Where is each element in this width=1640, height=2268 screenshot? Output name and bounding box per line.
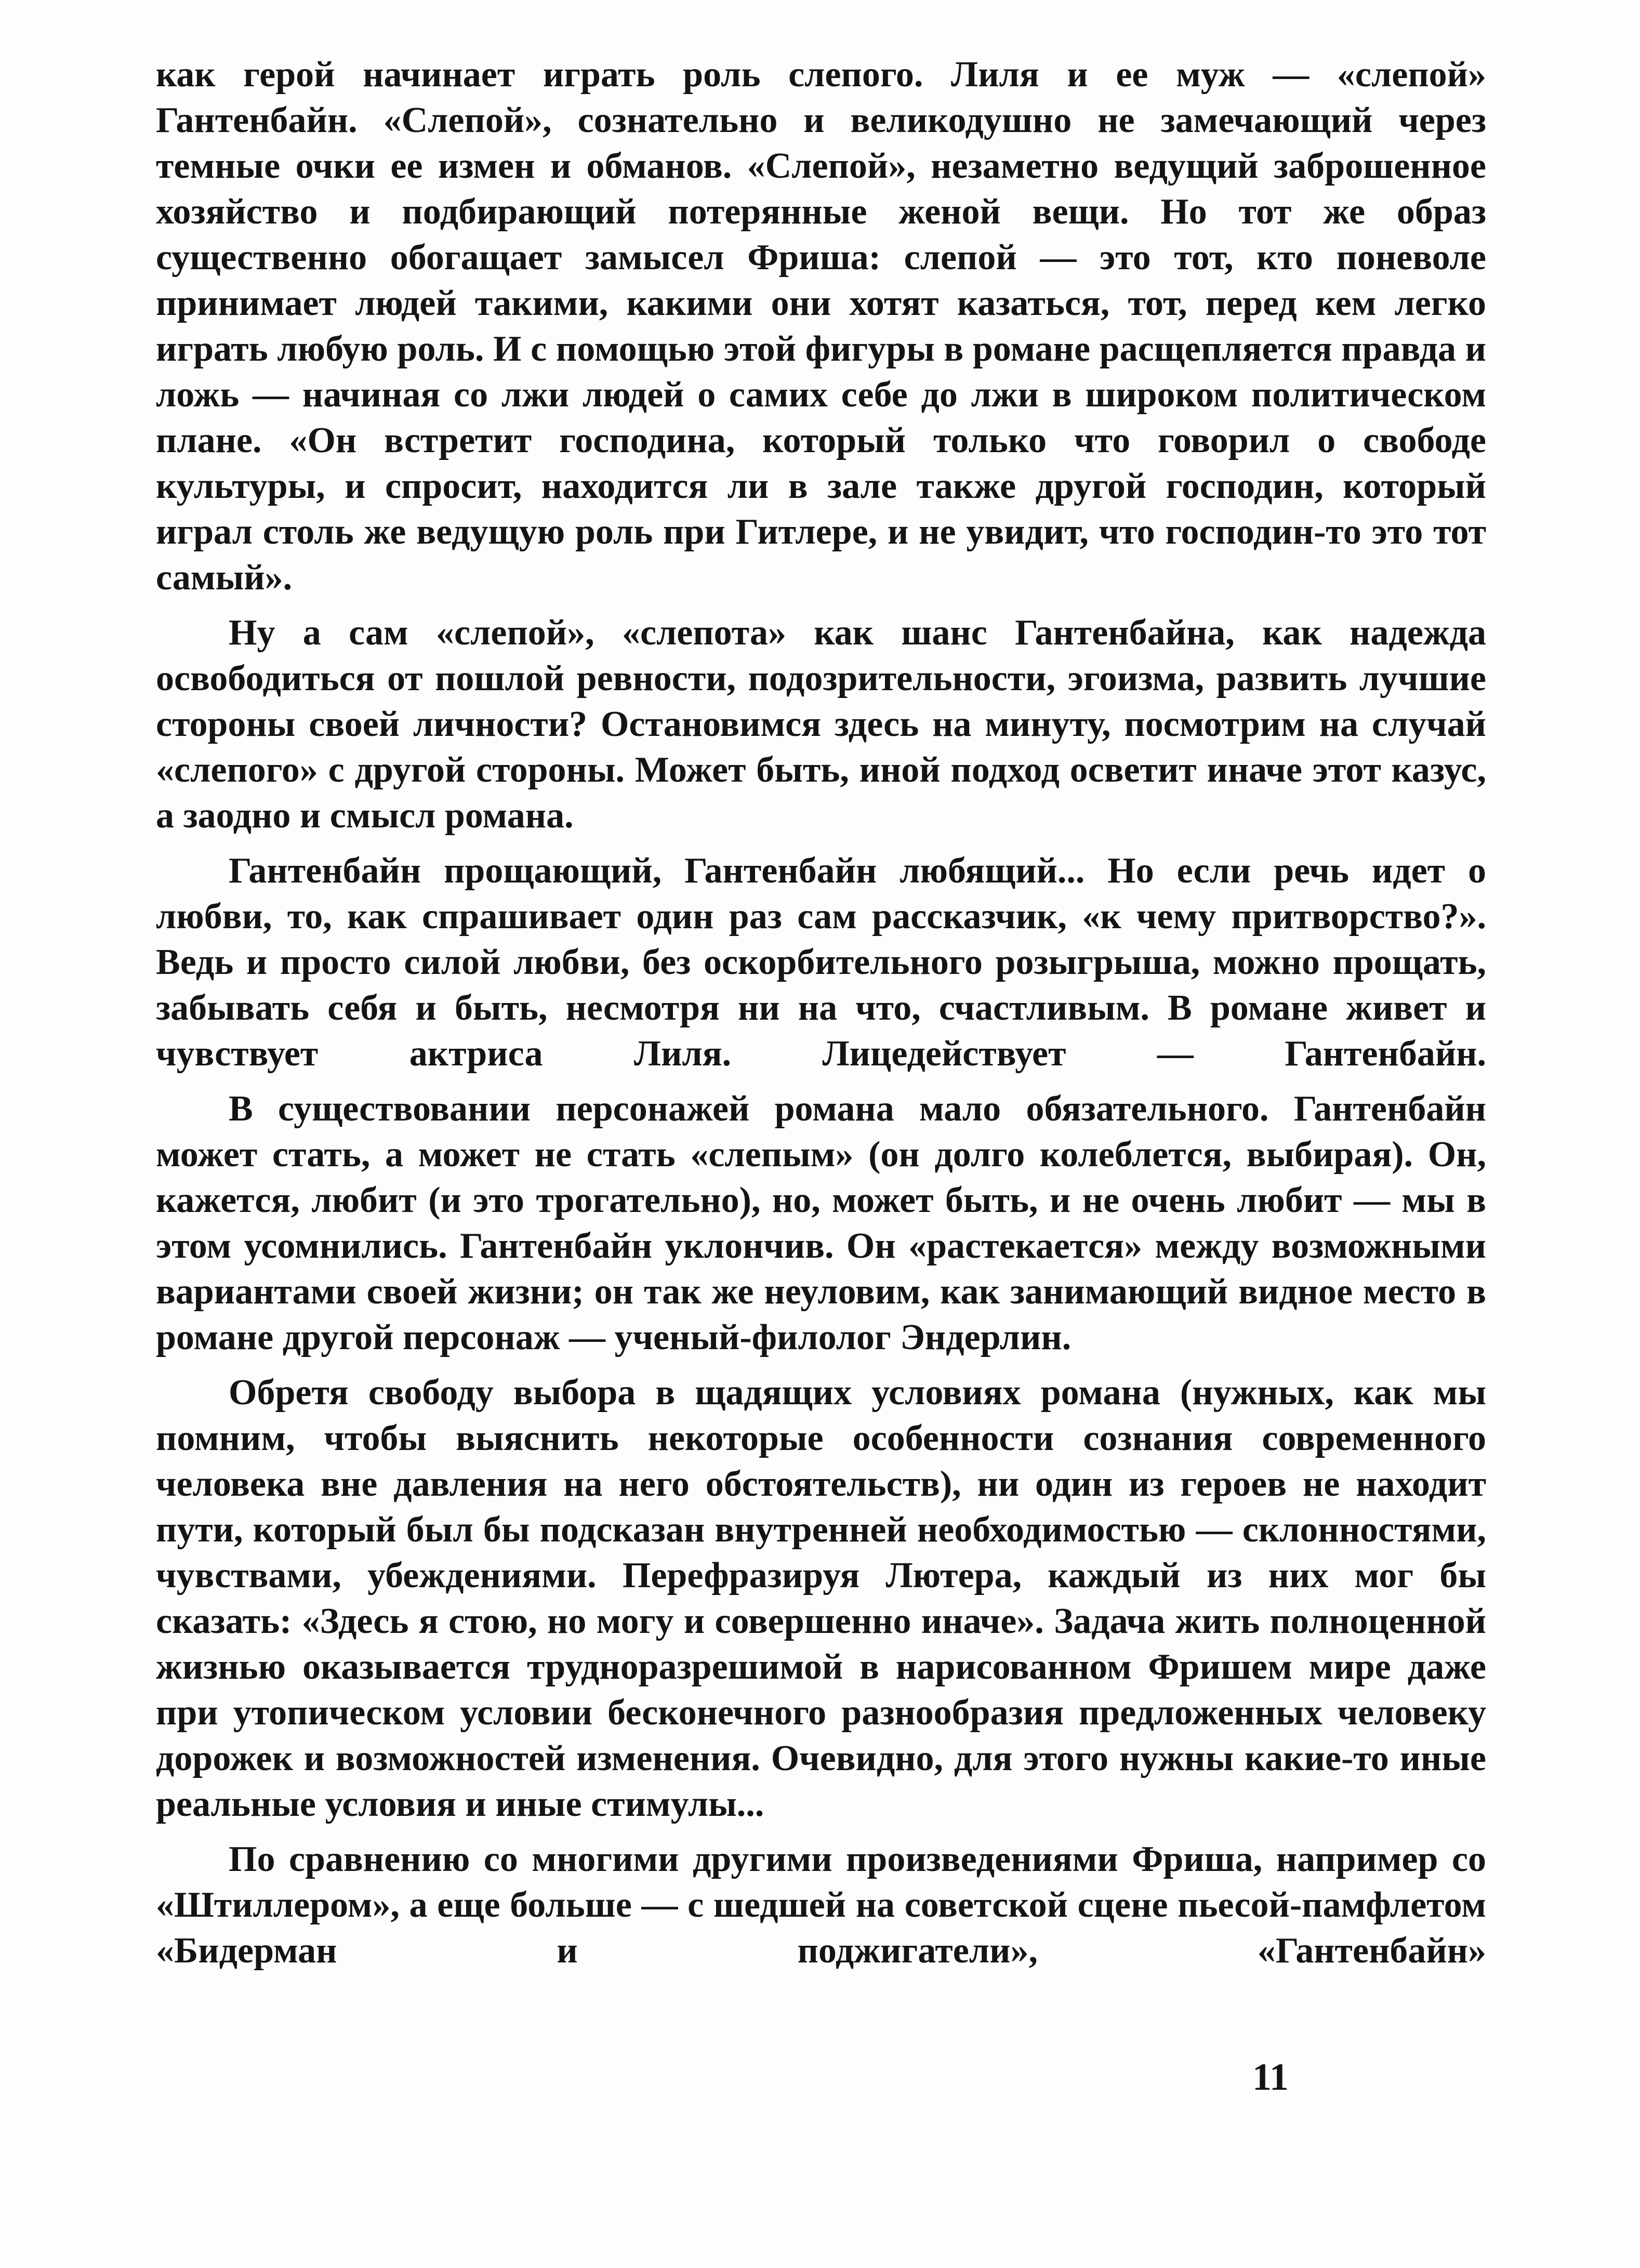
paragraph-6: По сравнению со многими другими произведениями Фриша, например со «Штиллером», а еще больше — с шедшей на советской сцене пьесой-памфлетом «Бидерман и поджигатели», «Гантенбайн» bbox=[156, 1839, 1486, 1971]
page-number: 11 bbox=[1252, 2056, 1289, 2099]
paragraph-1: как герой начинает играть роль слепого. Лиля и ее муж — «слепой» Гантенбайн. «Слепой», сознательно и великодушно не замечающий через темные очки ее измен и обманов. «Слепой», незаметно ведущий заброшенное хозяйство и подбирающий потерянные женой вещи. Но тот же образ существенно обогащает замысел Фриша: слепой — это тот, кто поневоле принимает людей такими, какими они хотят казаться, тот, перед кем легко играть любую роль. И с помощью этой фигуры в романе расщепляется правда и ложь — начиная со лжи людей о самих себе до лжи в широком политическом плане. «Он встретит господина, который только что говорил о свободе культуры, и спросит, находится ли в зале также другой господин, который играл столь же ведущую роль при Гитлере, и не увидит, что господин-то это тот самый». bbox=[156, 55, 1486, 598]
body-text bbox=[156, 52, 1486, 1983]
paragraph-4: В существовании персонажей романа мало обязательного. Гантенбайн может стать, а может не стать «слепым» (он долго колеблется, выбирая). Он, кажется, любит (и это трогательно), но, может быть, и не очень любит — мы в этом усомнились. Гантенбайн уклончив. Он «растекается» между возможными вариантами своей жизни; он так же неуловим, как занимающий видное место в романе другой персонаж — ученый-филолог Эндерлин. bbox=[156, 1089, 1486, 1357]
paragraph-5: Обретя свободу выбора в щадящих условиях романа (нужных, как мы помним, чтобы выяснить некоторые особенности сознания современного человека вне давления на него обстоятельств), ни один из героев не находит пути, который был бы подсказан внутренней необходимостью — склонностями, чувствами, убеждениями. Перефразируя Лютера, каждый из них мог бы сказать: «Здесь я стою, но могу и совершенно иначе». Задача жить полноценной жизнью оказывается трудноразрешимой в нарисованном Фришем мире даже при утопическом условии бесконечного разнообразия предложенных человеку дорожек и возможностей изменения. Очевидно, для этого нужны какие-то иные реальные условия и иные стимулы... bbox=[156, 1373, 1486, 1824]
paragraph-3: Гантенбайн прощающий, Гантенбайн любящий... Но если речь идет о любви, то, как спрашивает один раз сам рассказчик, «к чему притворство?». Ведь и просто силой любви, без оскорбительного розыгрыша, можно прощать, забывать себя и быть, несмотря ни на что, счастливым. В романе живет и чувствует актриса Лиля. Лицедействует — Гантенбайн. bbox=[156, 851, 1486, 1074]
paragraph-2: Ну а сам «слепой», «слепота» как шанс Гантенбайна, как надежда освободиться от пошлой ревности, подозрительности, эгоизма, развить лучшие стороны своей личности? Остановимся здесь на минуту, посмотрим на случай «слепого» с другой стороны. Может быть, иной подход осветит иначе этот казус, а заодно и смысл романа. bbox=[156, 613, 1486, 836]
